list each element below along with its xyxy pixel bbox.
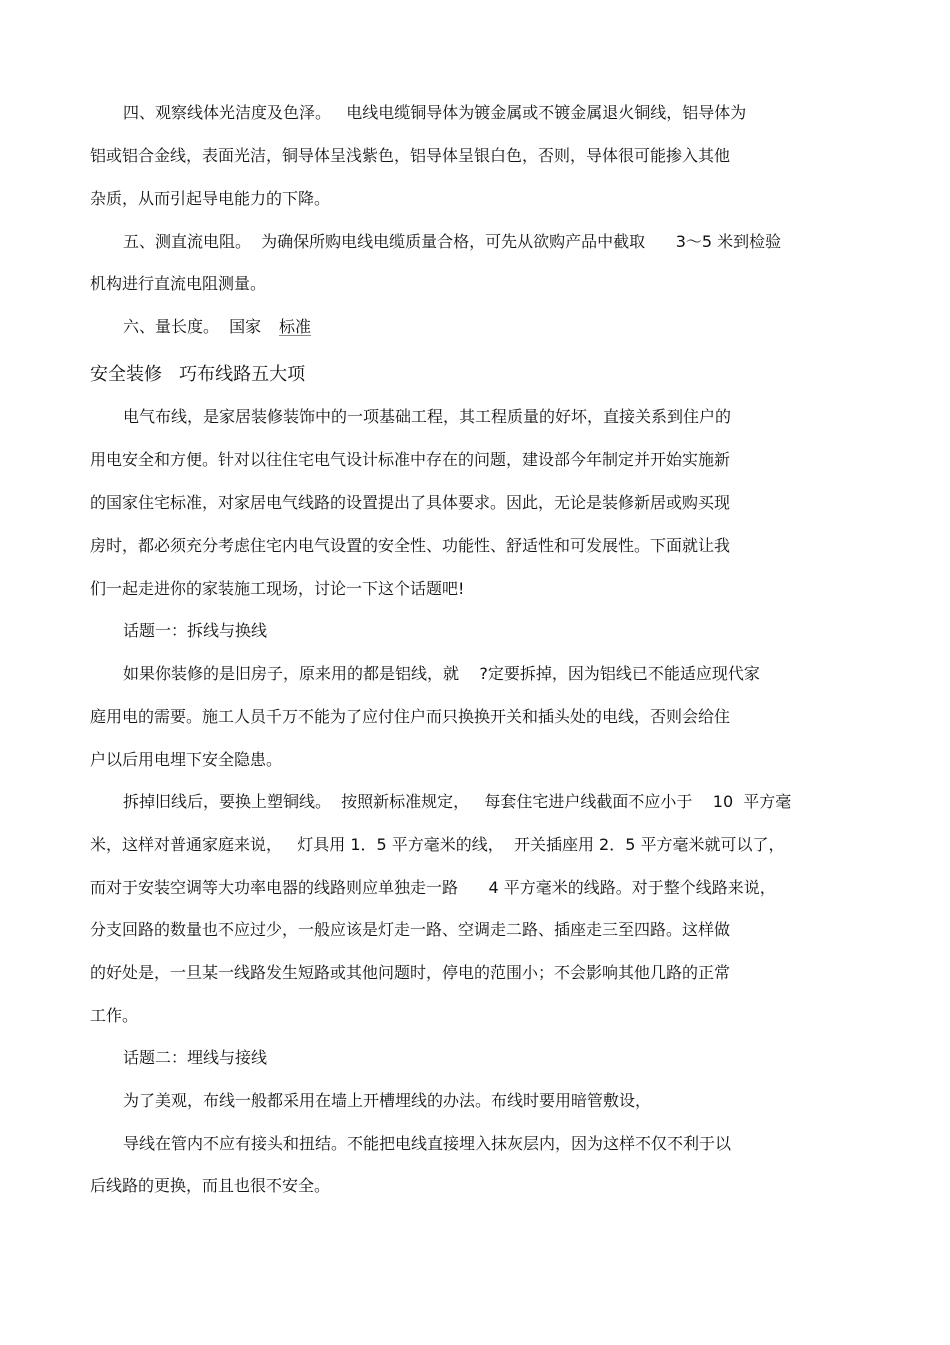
paragraph-line: 导线在管内不应有接头和扭结。不能把电线直接埋入抹灰层内，因为这样不仅不利于以	[123, 1134, 732, 1153]
standard-link[interactable]: 标准	[279, 317, 312, 336]
paragraph-line: 五、测直流电阻。 为确保所购电线电缆质量合格，可先从欲购产品中截取 3～5 米到检验	[123, 232, 782, 251]
paragraph-line: 的好处是，一旦某一线路发生短路或其他问题时，停电的范围小；不会影响其他几路的正常	[90, 963, 731, 982]
paragraph-line: 后线路的更换，而且也很不安全。	[90, 1176, 331, 1195]
topic-heading: 话题一：拆线与换线	[123, 621, 268, 640]
paragraph-line: 庭用电的需要。施工人员千万不能为了应付住户而只换换开关和插头处的电线，否则会给住	[90, 707, 731, 726]
paragraph-line: 而对于安装空调等大功率电器的线路则应单独走一路 4 平方毫米的线路。对于整个线路来说，	[90, 878, 776, 897]
paragraph-line: 机构进行直流电阻测量。	[90, 274, 267, 293]
paragraph-line: 拆掉旧线后，要换上塑铜线。 按照新标准规定， 每套住宅进户线截面不应小于 10 平方毫	[123, 792, 792, 811]
paragraph-line: 电气布线，是家居装修装饰中的一项基础工程，其工程质量的好坏，直接关系到住户的	[123, 407, 732, 426]
paragraph-line: 用电安全和方便。针对以往住宅电气设计标准中存在的问题，建设部今年制定并开始实施新	[90, 450, 731, 469]
paragraph-line: 四、观察线体光洁度及色泽。 电线电缆铜导体为镀金属或不镀金属退火铜线，铝导体为	[123, 103, 747, 122]
paragraph-line: 杂质，从而引起导电能力的下降。	[90, 189, 331, 208]
paragraph-line: 分支回路的数量也不应过少，一般应该是灯走一路、空调走二路、插座走三至四路。这样做	[90, 920, 731, 939]
paragraph-line: 的国家住宅标准，对家居电气线路的设置提出了具体要求。因此，无论是装修新居或购买现	[90, 493, 731, 512]
paragraph-line: 为了美观，布线一般都采用在墙上开槽埋线的办法。布线时要用暗管敷设，	[123, 1091, 652, 1110]
paragraph-line: 们一起走进你的家装施工现场，讨论一下这个话题吧!	[90, 579, 465, 598]
paragraph-line: 如果你装修的是旧房子，原来用的都是铝线，就 ?定要拆掉，因为铝线已不能适应现代家	[123, 664, 760, 683]
paragraph-line: 房时，都必须充分考虑住宅内电气设置的安全性、功能性、舒适性和可发展性。下面就让我	[90, 536, 731, 555]
topic-heading: 话题二：埋线与接线	[123, 1048, 268, 1067]
paragraph-line: 铝或铝合金线，表面光洁，铜导体呈浅紫色，铝导体呈银白色，否则，导体很可能掺入其他	[90, 146, 731, 165]
paragraph-line: 户以后用电埋下安全隐患。	[90, 750, 283, 769]
paragraph-line: 六、量长度。 国家	[123, 317, 262, 336]
paragraph-line: 工作。	[90, 1006, 139, 1025]
paragraph-line: 米，这样对普通家庭来说， 灯具用 1．5 平方毫米的线， 开关插座用 2．5 平方毫米就可以了，	[90, 835, 785, 854]
section-heading: 安全装修 巧布线路五大项	[90, 364, 306, 385]
